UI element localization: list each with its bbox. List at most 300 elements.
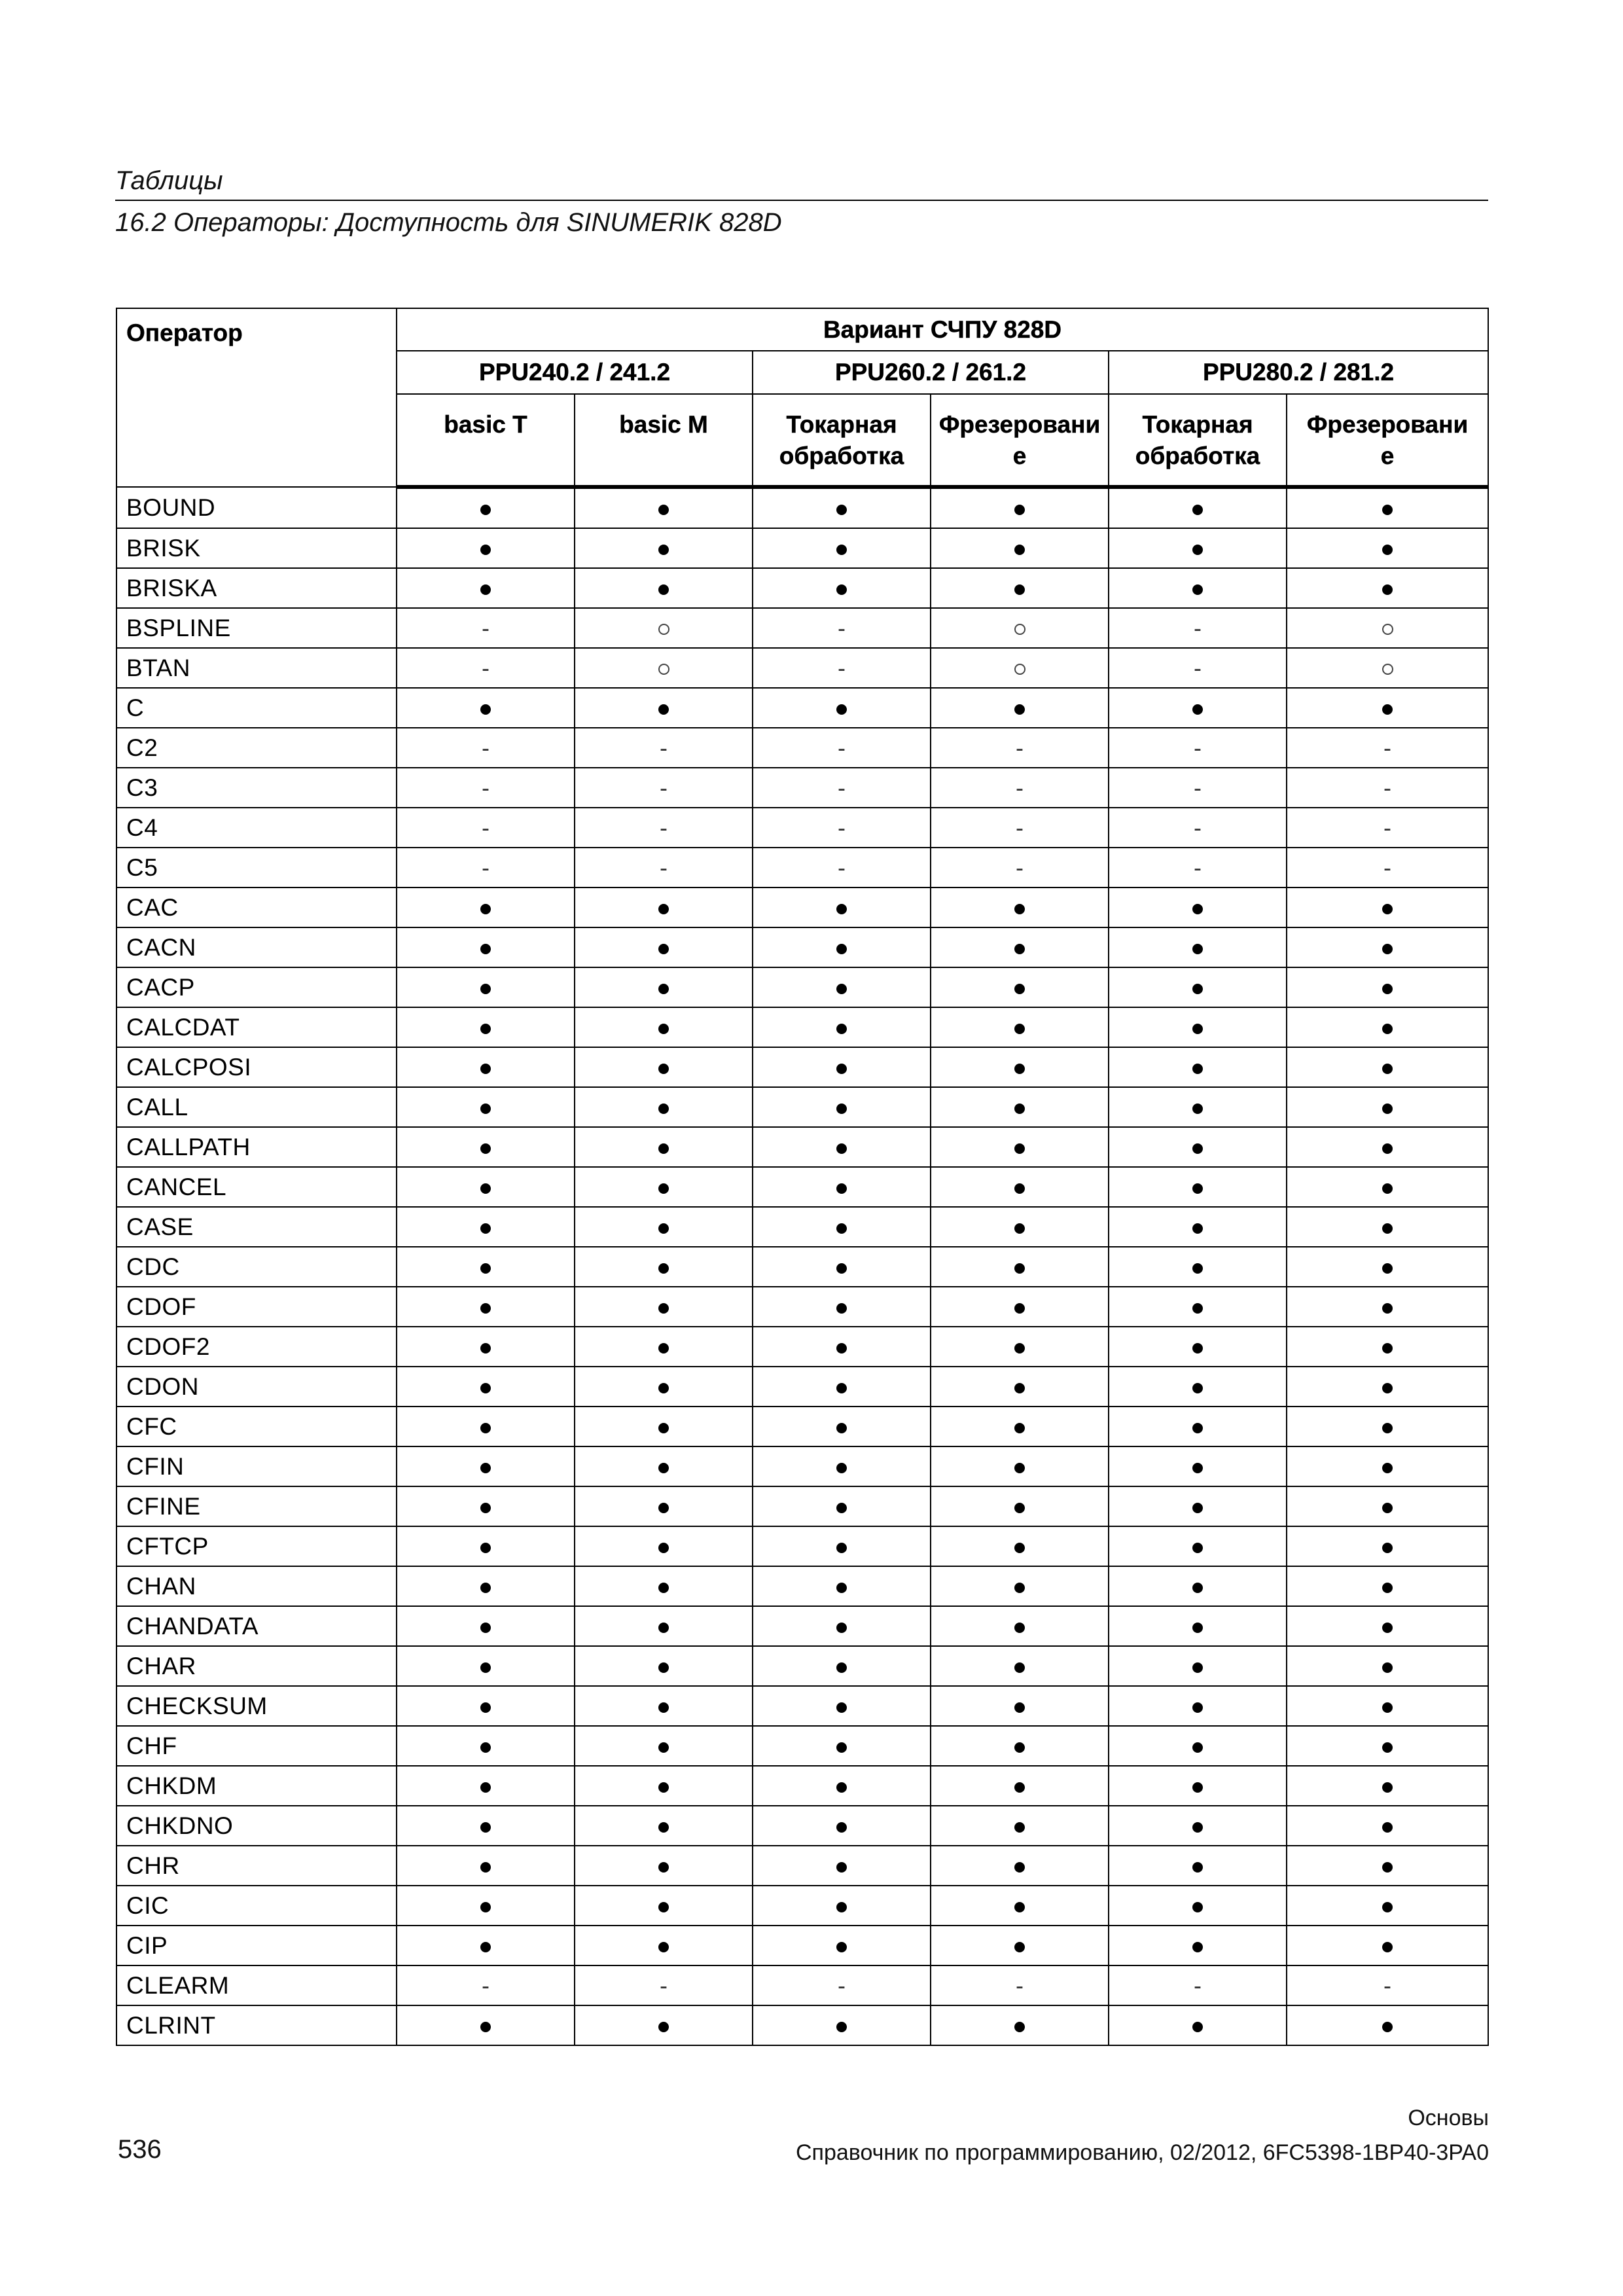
- subcol-basic-m: basic M: [575, 394, 753, 487]
- available-dot-icon: [1192, 944, 1203, 954]
- operator-name: BSPLINE: [116, 608, 397, 648]
- page-number: 536: [118, 2135, 162, 2164]
- available-dot-icon: [836, 704, 847, 715]
- availability-milling-260: [931, 487, 1109, 528]
- not-available-dash: -: [1383, 774, 1392, 801]
- optional-circle-icon: [1014, 624, 1026, 635]
- operator-name: CDON: [116, 1367, 397, 1407]
- availability-milling-280: [1287, 888, 1488, 927]
- availability-turning-260: [753, 1207, 931, 1247]
- availability-turning-280: [1109, 1127, 1287, 1167]
- availability-turning-280: [1109, 728, 1287, 768]
- availability-milling-280: [1287, 1686, 1488, 1726]
- operator-name: CLRINT: [116, 2005, 397, 2045]
- table-row: [116, 1526, 1488, 1566]
- availability-turning-260: [753, 1007, 931, 1047]
- availability-turning-260: [753, 1446, 931, 1486]
- operator-name: CHKDM: [116, 1766, 397, 1806]
- not-available-dash: -: [838, 1971, 846, 1999]
- availability-turning-260: [753, 1247, 931, 1287]
- operator-name: CHANDATA: [116, 1606, 397, 1646]
- availability-milling-260: [931, 528, 1109, 568]
- availability-basic-t: [397, 1646, 575, 1686]
- available-dot-icon: [1382, 2022, 1393, 2032]
- availability-milling-260: [931, 688, 1109, 728]
- availability-basic-t: [397, 1926, 575, 1965]
- table-row: [116, 1007, 1488, 1047]
- availability-basic-t: [397, 1446, 575, 1486]
- availability-turning-260: [753, 1646, 931, 1686]
- operator-name: C3: [116, 768, 397, 808]
- availability-milling-280: [1287, 728, 1488, 768]
- availability-basic-m: [575, 848, 753, 888]
- availability-turning-280: [1109, 487, 1287, 528]
- availability-milling-280: [1287, 608, 1488, 648]
- availability-milling-280: [1287, 1007, 1488, 1047]
- available-dot-icon: [836, 505, 847, 515]
- availability-basic-t: [397, 808, 575, 848]
- availability-milling-280: [1287, 1327, 1488, 1367]
- operator-name: CALCDAT: [116, 1007, 397, 1047]
- available-dot-icon: [480, 2022, 491, 2032]
- table-row: [116, 688, 1488, 728]
- availability-milling-280: [1287, 528, 1488, 568]
- availability-basic-t: [397, 1087, 575, 1127]
- available-dot-icon: [1192, 1263, 1203, 1274]
- not-available-dash: -: [482, 853, 490, 881]
- table-row: [116, 1766, 1488, 1806]
- available-dot-icon: [836, 1103, 847, 1114]
- availability-basic-t: [397, 1726, 575, 1766]
- optional-circle-icon: [1382, 624, 1393, 635]
- operator-name: CHAN: [116, 1566, 397, 1606]
- availability-turning-260: [753, 1127, 931, 1167]
- available-dot-icon: [1382, 1064, 1393, 1074]
- availability-basic-t: [397, 648, 575, 688]
- available-dot-icon: [1192, 1782, 1203, 1793]
- availability-turning-280: [1109, 568, 1287, 608]
- availability-basic-t: [397, 1766, 575, 1806]
- availability-milling-260: [931, 1766, 1109, 1806]
- available-dot-icon: [1382, 984, 1393, 994]
- availability-milling-260: [931, 1686, 1109, 1726]
- availability-milling-280: [1287, 1646, 1488, 1686]
- availability-turning-280: [1109, 1446, 1287, 1486]
- availability-basic-m: [575, 728, 753, 768]
- available-dot-icon: [1014, 1423, 1025, 1433]
- table-row: [116, 568, 1488, 608]
- available-dot-icon: [1192, 904, 1203, 914]
- available-dot-icon: [480, 1543, 491, 1553]
- available-dot-icon: [1382, 1143, 1393, 1154]
- availability-turning-260: [753, 608, 931, 648]
- available-dot-icon: [658, 1303, 669, 1314]
- available-dot-icon: [1014, 584, 1025, 595]
- table-row: [116, 1566, 1488, 1606]
- availability-turning-260: [753, 1367, 931, 1407]
- available-dot-icon: [480, 1782, 491, 1793]
- availability-milling-260: [931, 1127, 1109, 1167]
- table-row: [116, 1127, 1488, 1167]
- availability-milling-260: [931, 1327, 1109, 1367]
- available-dot-icon: [480, 1103, 491, 1114]
- availability-milling-260: [931, 1726, 1109, 1766]
- available-dot-icon: [1192, 704, 1203, 715]
- availability-basic-t: [397, 1407, 575, 1446]
- operator-name: CALCPOSI: [116, 1047, 397, 1087]
- availability-milling-280: [1287, 1846, 1488, 1886]
- availability-basic-m: [575, 688, 753, 728]
- not-available-dash: -: [1194, 814, 1202, 841]
- availability-milling-260: [931, 848, 1109, 888]
- available-dot-icon: [1192, 1024, 1203, 1034]
- availability-milling-280: [1287, 1766, 1488, 1806]
- available-dot-icon: [836, 1662, 847, 1673]
- availability-basic-t: [397, 1566, 575, 1606]
- available-dot-icon: [836, 1223, 847, 1234]
- table-row: [116, 1367, 1488, 1407]
- availability-milling-260: [931, 1886, 1109, 1926]
- availability-turning-280: [1109, 1965, 1287, 2005]
- operator-name: CDC: [116, 1247, 397, 1287]
- availability-basic-m: [575, 1007, 753, 1047]
- not-available-dash: -: [660, 1971, 668, 1999]
- available-dot-icon: [1382, 1662, 1393, 1673]
- availability-basic-m: [575, 1886, 753, 1926]
- not-available-dash: -: [838, 654, 846, 681]
- availability-milling-280: [1287, 1965, 1488, 2005]
- availability-milling-280: [1287, 1287, 1488, 1327]
- table-row: [116, 927, 1488, 967]
- available-dot-icon: [836, 1583, 847, 1593]
- availability-turning-280: [1109, 1047, 1287, 1087]
- availability-basic-t: [397, 688, 575, 728]
- available-dot-icon: [836, 1503, 847, 1513]
- availability-turning-280: [1109, 967, 1287, 1007]
- availability-turning-260: [753, 1566, 931, 1606]
- availability-turning-280: [1109, 888, 1287, 927]
- available-dot-icon: [658, 1543, 669, 1553]
- availability-basic-m: [575, 1087, 753, 1127]
- availability-basic-m: [575, 1486, 753, 1526]
- table-row: [116, 728, 1488, 768]
- availability-turning-260: [753, 1526, 931, 1566]
- available-dot-icon: [658, 1942, 669, 1952]
- operator-name: BRISKA: [116, 568, 397, 608]
- available-dot-icon: [1192, 1583, 1203, 1593]
- availability-milling-260: [931, 1287, 1109, 1327]
- available-dot-icon: [1192, 1862, 1203, 1873]
- operator-name: BTAN: [116, 648, 397, 688]
- available-dot-icon: [836, 1742, 847, 1753]
- availability-basic-t: [397, 728, 575, 768]
- availability-basic-t: [397, 1606, 575, 1646]
- available-dot-icon: [1382, 1902, 1393, 1912]
- availability-turning-260: [753, 1766, 931, 1806]
- available-dot-icon: [1382, 1024, 1393, 1034]
- availability-basic-m: [575, 1646, 753, 1686]
- availability-basic-m: [575, 1846, 753, 1886]
- subsection-title: 16.2 Операторы: Доступность для SINUMERIK 828D: [115, 208, 782, 237]
- availability-turning-280: [1109, 1087, 1287, 1127]
- table-row: [116, 1886, 1488, 1926]
- not-available-dash: -: [1016, 774, 1024, 801]
- availability-turning-260: [753, 1806, 931, 1846]
- available-dot-icon: [1382, 944, 1393, 954]
- table-row: [116, 967, 1488, 1007]
- available-dot-icon: [1192, 1623, 1203, 1633]
- available-dot-icon: [1192, 1822, 1203, 1833]
- available-dot-icon: [1014, 1103, 1025, 1114]
- available-dot-icon: [658, 505, 669, 515]
- available-dot-icon: [658, 1024, 669, 1034]
- table-row: [116, 1047, 1488, 1087]
- operator-column-header: Оператор: [116, 308, 397, 487]
- availability-basic-m: [575, 487, 753, 528]
- operators-table-body: [116, 487, 1488, 2045]
- availability-basic-m: [575, 1766, 753, 1806]
- availability-milling-280: [1287, 1367, 1488, 1407]
- availability-milling-280: [1287, 688, 1488, 728]
- subcol-turning-260: Токарная обработка: [753, 394, 931, 487]
- table-row: [116, 1646, 1488, 1686]
- available-dot-icon: [1192, 1103, 1203, 1114]
- availability-basic-t: [397, 1526, 575, 1566]
- availability-basic-m: [575, 808, 753, 848]
- operator-name: CDOF: [116, 1287, 397, 1327]
- available-dot-icon: [836, 1383, 847, 1393]
- available-dot-icon: [836, 1303, 847, 1314]
- available-dot-icon: [1192, 1942, 1203, 1952]
- availability-basic-t: [397, 1007, 575, 1047]
- availability-turning-260: [753, 1287, 931, 1327]
- availability-basic-t: [397, 848, 575, 888]
- availability-basic-t: [397, 1846, 575, 1886]
- availability-turning-260: [753, 848, 931, 888]
- availability-milling-260: [931, 808, 1109, 848]
- availability-milling-260: [931, 1965, 1109, 2005]
- availability-turning-260: [753, 808, 931, 848]
- not-available-dash: -: [1194, 734, 1202, 761]
- availability-milling-260: [931, 1007, 1109, 1047]
- available-dot-icon: [658, 1822, 669, 1833]
- availability-turning-280: [1109, 1007, 1287, 1047]
- table-row: [116, 1207, 1488, 1247]
- availability-basic-t: [397, 1167, 575, 1207]
- available-dot-icon: [836, 584, 847, 595]
- availability-basic-m: [575, 888, 753, 927]
- available-dot-icon: [480, 1183, 491, 1194]
- available-dot-icon: [1014, 1583, 1025, 1593]
- available-dot-icon: [480, 1742, 491, 1753]
- availability-basic-m: [575, 1047, 753, 1087]
- not-available-dash: -: [482, 1971, 490, 1999]
- availability-milling-260: [931, 768, 1109, 808]
- available-dot-icon: [480, 584, 491, 595]
- available-dot-icon: [480, 1024, 491, 1034]
- operator-name: CHR: [116, 1846, 397, 1886]
- available-dot-icon: [1014, 704, 1025, 715]
- availability-milling-280: [1287, 648, 1488, 688]
- available-dot-icon: [1382, 1183, 1393, 1194]
- available-dot-icon: [1014, 1702, 1025, 1713]
- available-dot-icon: [1014, 1902, 1025, 1912]
- table-row: [116, 1606, 1488, 1646]
- available-dot-icon: [836, 984, 847, 994]
- availability-turning-280: [1109, 1367, 1287, 1407]
- available-dot-icon: [480, 1902, 491, 1912]
- available-dot-icon: [1014, 904, 1025, 914]
- availability-turning-260: [753, 528, 931, 568]
- operator-name: CANCEL: [116, 1167, 397, 1207]
- available-dot-icon: [1382, 1742, 1393, 1753]
- operator-name: CASE: [116, 1207, 397, 1247]
- available-dot-icon: [1014, 1862, 1025, 1873]
- available-dot-icon: [1382, 1383, 1393, 1393]
- availability-basic-t: [397, 1287, 575, 1327]
- availability-turning-280: [1109, 648, 1287, 688]
- available-dot-icon: [1382, 1263, 1393, 1274]
- table-row: [116, 888, 1488, 927]
- available-dot-icon: [658, 1143, 669, 1154]
- available-dot-icon: [1014, 1024, 1025, 1034]
- availability-turning-260: [753, 2005, 931, 2045]
- available-dot-icon: [480, 1942, 491, 1952]
- optional-circle-icon: [658, 664, 669, 675]
- optional-circle-icon: [658, 624, 669, 635]
- availability-turning-280: [1109, 528, 1287, 568]
- available-dot-icon: [836, 1343, 847, 1354]
- not-available-dash: -: [1194, 853, 1202, 881]
- table-row: [116, 1965, 1488, 2005]
- operator-name: CHKDNO: [116, 1806, 397, 1846]
- availability-basic-t: [397, 1327, 575, 1367]
- availability-basic-m: [575, 1127, 753, 1167]
- available-dot-icon: [1382, 1463, 1393, 1473]
- group-header-ppu280: PPU280.2 / 281.2: [1109, 351, 1488, 394]
- availability-turning-260: [753, 1606, 931, 1646]
- available-dot-icon: [658, 2022, 669, 2032]
- subcol-milling-260: Фрезеровани е: [931, 394, 1109, 487]
- available-dot-icon: [1382, 505, 1393, 515]
- operator-name: CHAR: [116, 1646, 397, 1686]
- available-dot-icon: [1192, 1383, 1203, 1393]
- operator-name: CFTCP: [116, 1526, 397, 1566]
- availability-milling-260: [931, 1207, 1109, 1247]
- availability-turning-260: [753, 1686, 931, 1726]
- operator-name: CIC: [116, 1886, 397, 1926]
- table-row: [116, 1287, 1488, 1327]
- available-dot-icon: [1382, 1103, 1393, 1114]
- available-dot-icon: [1014, 1143, 1025, 1154]
- availability-basic-m: [575, 608, 753, 648]
- availability-turning-260: [753, 648, 931, 688]
- availability-milling-260: [931, 1407, 1109, 1446]
- availability-basic-m: [575, 1806, 753, 1846]
- table-row: [116, 1686, 1488, 1726]
- available-dot-icon: [1382, 1423, 1393, 1433]
- availability-basic-m: [575, 1446, 753, 1486]
- available-dot-icon: [1014, 1223, 1025, 1234]
- available-dot-icon: [658, 1103, 669, 1114]
- table-row: [116, 848, 1488, 888]
- operator-name: CALLPATH: [116, 1127, 397, 1167]
- availability-turning-260: [753, 1087, 931, 1127]
- available-dot-icon: [1014, 1662, 1025, 1673]
- available-dot-icon: [1192, 584, 1203, 595]
- availability-milling-260: [931, 1926, 1109, 1965]
- not-available-dash: -: [838, 853, 846, 881]
- availability-milling-280: [1287, 2005, 1488, 2045]
- available-dot-icon: [658, 944, 669, 954]
- available-dot-icon: [1192, 984, 1203, 994]
- availability-milling-260: [931, 927, 1109, 967]
- available-dot-icon: [1382, 1822, 1393, 1833]
- availability-basic-t: [397, 967, 575, 1007]
- availability-turning-280: [1109, 848, 1287, 888]
- availability-turning-280: [1109, 1926, 1287, 1965]
- available-dot-icon: [836, 1024, 847, 1034]
- availability-milling-280: [1287, 1806, 1488, 1846]
- available-dot-icon: [1014, 1543, 1025, 1553]
- availability-milling-280: [1287, 927, 1488, 967]
- availability-turning-280: [1109, 1846, 1287, 1886]
- available-dot-icon: [658, 1742, 669, 1753]
- availability-milling-280: [1287, 1047, 1488, 1087]
- group-header-ppu260: PPU260.2 / 261.2: [753, 351, 1109, 394]
- availability-basic-m: [575, 1566, 753, 1606]
- availability-milling-280: [1287, 568, 1488, 608]
- available-dot-icon: [1192, 1503, 1203, 1513]
- availability-milling-280: [1287, 848, 1488, 888]
- available-dot-icon: [1382, 1583, 1393, 1593]
- availability-basic-m: [575, 1167, 753, 1207]
- availability-turning-260: [753, 967, 931, 1007]
- not-available-dash: -: [482, 814, 490, 841]
- operator-name: CFINE: [116, 1486, 397, 1526]
- availability-milling-280: [1287, 1087, 1488, 1127]
- available-dot-icon: [836, 1702, 847, 1713]
- available-dot-icon: [658, 1183, 669, 1194]
- available-dot-icon: [1382, 1503, 1393, 1513]
- optional-circle-icon: [1014, 664, 1026, 675]
- not-available-dash: -: [838, 734, 846, 761]
- table-row: [116, 1407, 1488, 1446]
- available-dot-icon: [480, 1143, 491, 1154]
- availability-turning-280: [1109, 1247, 1287, 1287]
- optional-circle-icon: [1382, 664, 1393, 675]
- availability-turning-280: [1109, 1886, 1287, 1926]
- availability-milling-260: [931, 1846, 1109, 1886]
- table-row: [116, 608, 1488, 648]
- table-row: [116, 1486, 1488, 1526]
- availability-basic-t: [397, 2005, 575, 2045]
- availability-turning-280: [1109, 1646, 1287, 1686]
- available-dot-icon: [1382, 1702, 1393, 1713]
- available-dot-icon: [1192, 1662, 1203, 1673]
- operator-name: CHECKSUM: [116, 1686, 397, 1726]
- availability-turning-260: [753, 1047, 931, 1087]
- available-dot-icon: [480, 505, 491, 515]
- operator-name: CDOF2: [116, 1327, 397, 1367]
- header-divider: [115, 200, 1488, 201]
- availability-turning-260: [753, 728, 931, 768]
- operator-name: C2: [116, 728, 397, 768]
- group-header-ppu240: PPU240.2 / 241.2: [397, 351, 753, 394]
- available-dot-icon: [658, 984, 669, 994]
- available-dot-icon: [1014, 1263, 1025, 1274]
- available-dot-icon: [836, 1143, 847, 1154]
